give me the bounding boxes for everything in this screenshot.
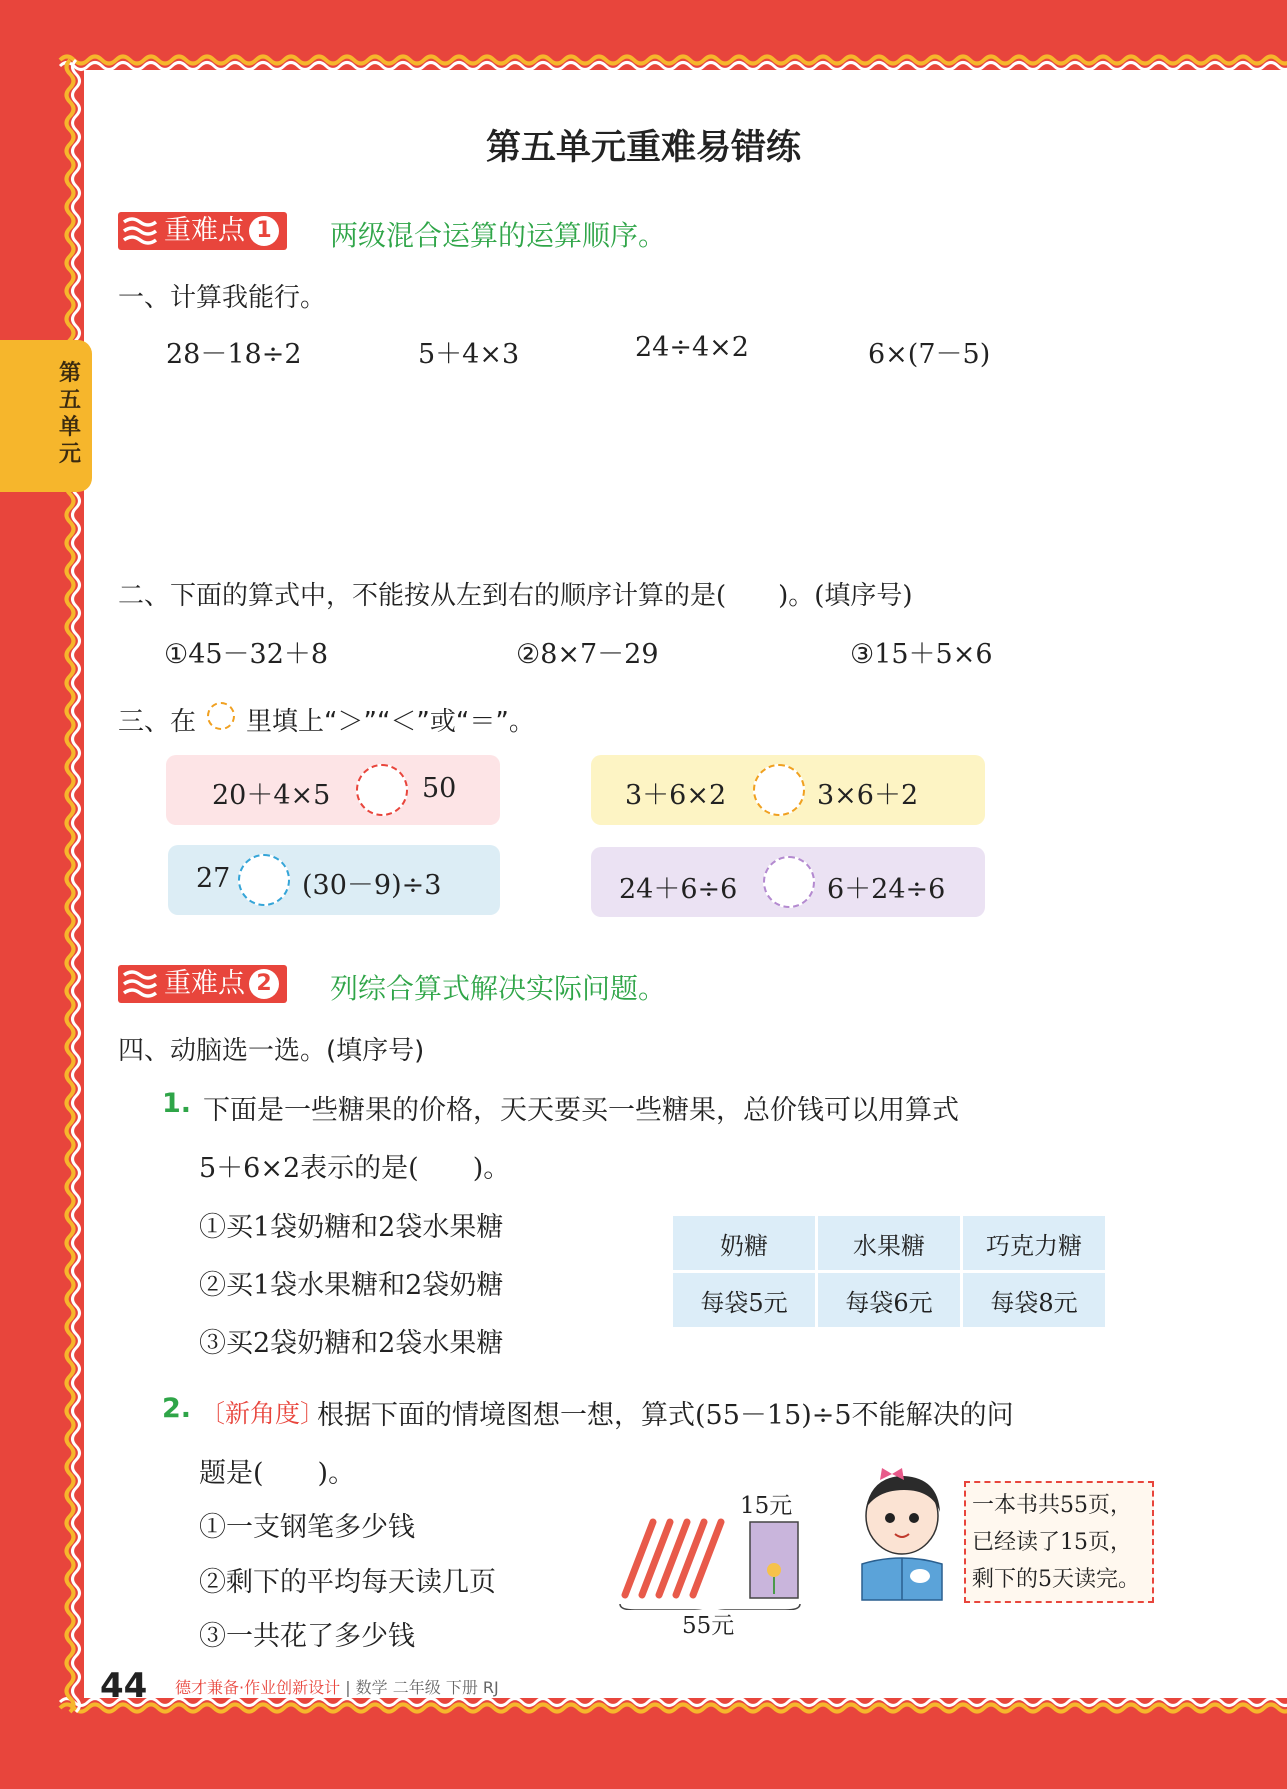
unit-side-tab — [0, 340, 92, 492]
q1-item-2: 5＋4×3 — [418, 339, 520, 370]
q4-p2-option-3: ③一共花了多少钱 — [199, 1621, 415, 1652]
q2-option-3: ③15＋5×6 — [850, 639, 993, 670]
answer-circle[interactable] — [356, 764, 408, 816]
q1-item-3: 24÷4×2 — [635, 332, 749, 363]
table-header-cell: 水果糖 — [818, 1216, 960, 1270]
section-2-heading: 列综合算式解决实际问题。 — [330, 972, 667, 1005]
q4-p1-option-2: ②买1袋水果糖和2袋奶糖 — [199, 1270, 504, 1301]
q4-p2-number: 2. — [162, 1393, 192, 1424]
q3-heading-pre: 三、在 — [118, 707, 197, 737]
q4-p1-number: 1. — [162, 1088, 192, 1119]
page-title: 第五单元重难易错练 — [485, 128, 801, 168]
q4-p2-option-2: ②剩下的平均每天读几页 — [199, 1567, 496, 1598]
q3-heading-post: 里填上“＞”“＜”或“＝”。 — [246, 707, 535, 737]
footer-brand: 德才兼备·作业创新设计 — [175, 1678, 341, 1697]
compare-left: 24＋6÷6 — [619, 874, 738, 905]
key-point-badge-1 — [118, 212, 287, 250]
pens-and-book-illustration — [615, 1510, 805, 1610]
q4-p1-option-1: ①买1袋奶糖和2袋水果糖 — [199, 1212, 504, 1243]
q2-option-1: ①45－32＋8 — [164, 639, 329, 670]
compare-left: 27 — [196, 863, 231, 894]
compare-right: 6＋24÷6 — [827, 874, 946, 905]
table-header-cell: 巧克力糖 — [963, 1216, 1105, 1270]
q2-option-2: ②8×7－29 — [516, 639, 659, 670]
candy-price-table — [670, 1213, 1108, 1330]
pen-icon — [625, 1522, 721, 1595]
stripes-icon — [118, 965, 164, 1003]
compare-box-2 — [591, 755, 985, 825]
section-1-heading: 两级混合运算的运算顺序。 — [330, 219, 667, 252]
compare-right: 3×6＋2 — [817, 780, 919, 811]
badge-number: 1 — [249, 216, 279, 246]
badge-label: 重难点 — [164, 215, 245, 246]
footer-info: 数学 二年级 下册 RJ — [355, 1678, 499, 1697]
table-header-cell: 奶糖 — [673, 1216, 815, 1270]
new-angle-tag: 〔新角度〕 — [200, 1399, 326, 1428]
badge-label: 重难点 — [164, 968, 245, 999]
compare-box-3 — [168, 845, 500, 915]
q1-item-4: 6×(7－5) — [868, 339, 991, 370]
book-icon — [750, 1522, 798, 1598]
compare-left: 3＋6×2 — [625, 780, 727, 811]
table-cell: 每袋6元 — [818, 1273, 960, 1327]
compare-right: 50 — [422, 773, 457, 804]
q1-item-1: 28－18÷2 — [166, 339, 302, 370]
q2-heading: 二、下面的算式中，不能按从左到右的顺序计算的是( )。(填序号) — [118, 581, 913, 611]
answer-circle[interactable] — [238, 854, 290, 906]
table-cell: 每袋8元 — [963, 1273, 1105, 1327]
speech-bubble — [964, 1481, 1154, 1603]
page-number: 44 — [100, 1666, 148, 1706]
stripes-icon — [118, 212, 164, 250]
q4-heading: 四、动脑选一选。(填序号) — [118, 1036, 425, 1066]
q4-p1-option-3: ③买2袋奶糖和2袋水果糖 — [199, 1328, 504, 1359]
answer-circle[interactable] — [763, 856, 815, 908]
book-price-label: 15元 — [740, 1493, 793, 1519]
footer-text: 德才兼备·作业创新设计 | 数学 二年级 下册 RJ — [175, 1678, 499, 1697]
compare-box-4 — [591, 847, 985, 917]
compare-left: 20＋4×5 — [212, 780, 331, 811]
q4-p2-option-1: ①一支钢笔多少钱 — [199, 1512, 415, 1543]
q4-p2-line2: 题是( )。 — [199, 1458, 356, 1489]
badge-number: 2 — [249, 969, 279, 999]
speech-line: 已经读了15页， — [972, 1530, 1132, 1555]
table-cell: 每袋5元 — [673, 1273, 815, 1327]
key-point-badge-2 — [118, 965, 287, 1003]
q4-p2-line1: 根据下面的情境图想一想，算式(55－15)÷5不能解决的问 — [317, 1400, 1014, 1431]
answer-circle[interactable] — [753, 764, 805, 816]
compare-box-1 — [166, 755, 500, 825]
total-price-label: 55元 — [682, 1613, 735, 1639]
q4-p1-line1: 下面是一些糖果的价格，天天要买一些糖果，总价钱可以用算式 — [203, 1095, 959, 1126]
table-row — [673, 1273, 1105, 1327]
q4-p1-line2: 5＋6×2表示的是( )。 — [199, 1153, 511, 1184]
table-row — [673, 1216, 1105, 1270]
speech-line: 一本书共55页， — [972, 1493, 1132, 1518]
unit-side-tab-label: 第五单元 — [58, 361, 81, 467]
speech-line: 剩下的5天读完。 — [972, 1567, 1140, 1592]
dashed-circle-icon — [207, 702, 235, 730]
compare-right: (30－9)÷3 — [302, 870, 442, 901]
girl-reading-illustration — [852, 1468, 962, 1608]
q1-heading: 一、计算我能行。 — [118, 283, 327, 313]
